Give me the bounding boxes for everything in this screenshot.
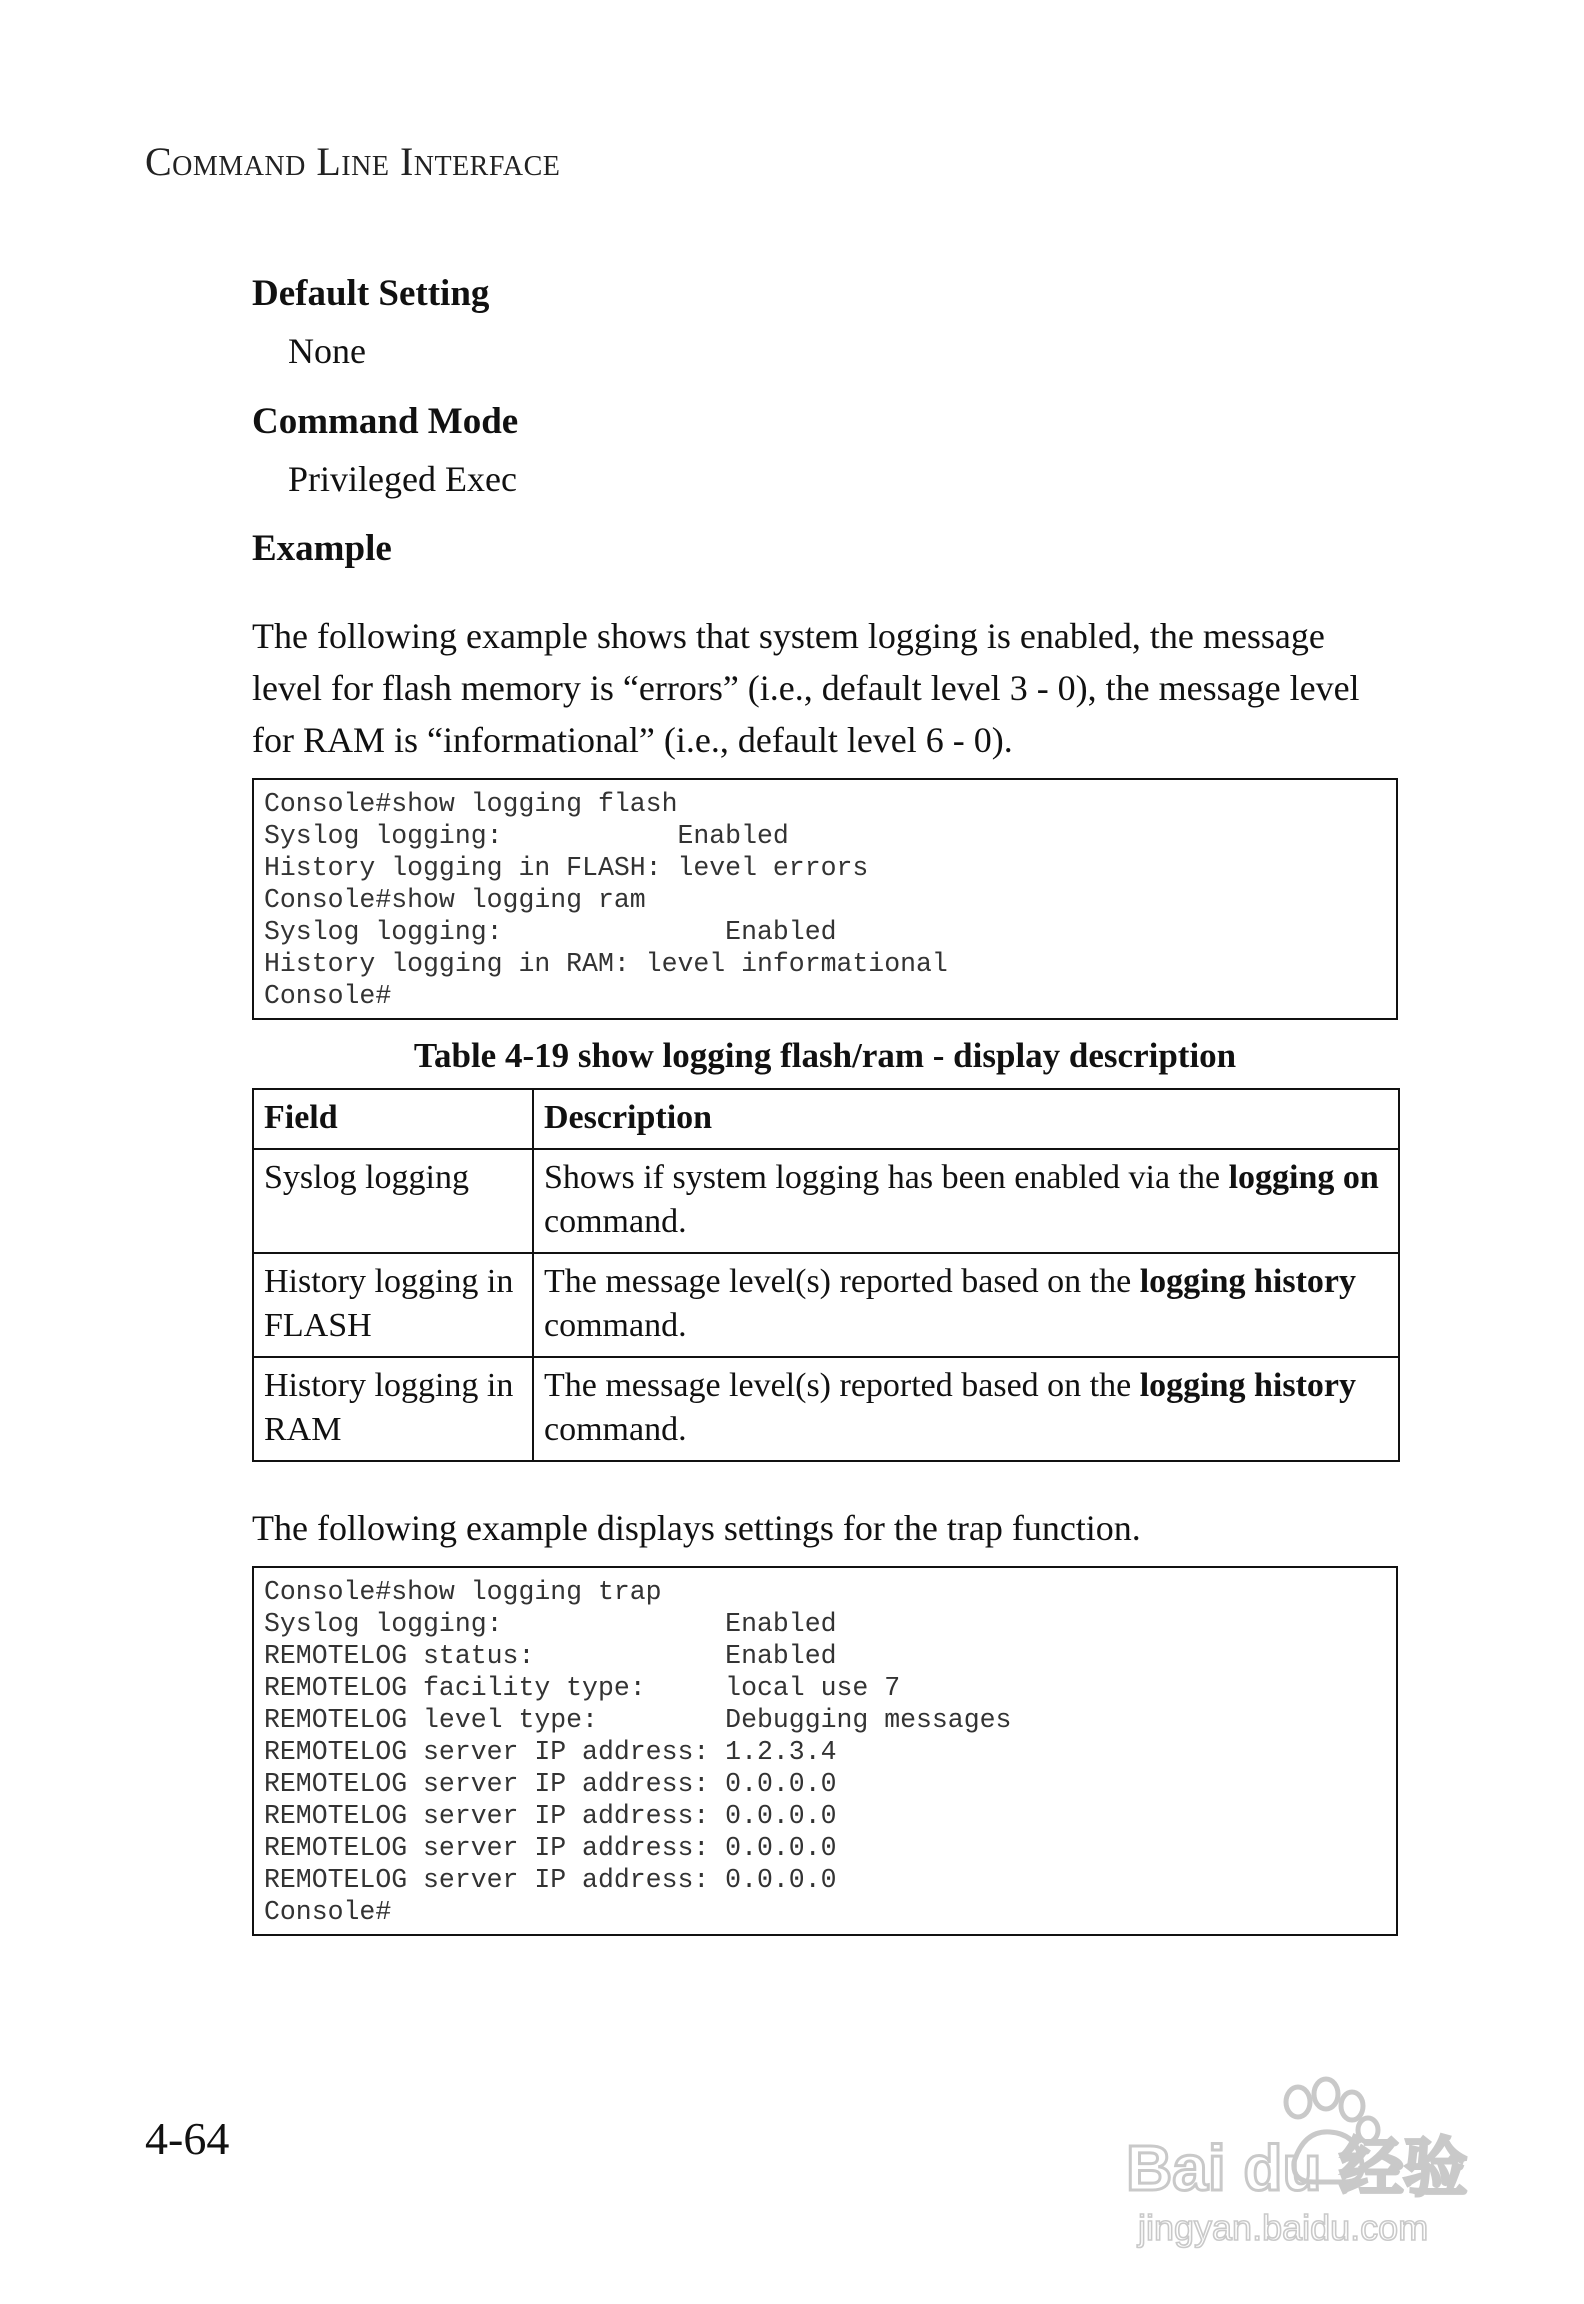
trap-intro: The following example displays settings for the trap function. bbox=[252, 1507, 1141, 1548]
running-head: Command Line Interface bbox=[145, 139, 561, 184]
example-intro: The following example shows that system logging is enabled, the message level for flash memory is “errors” (i.e., default level 3 - 0), the message level for RAM is “informational” (i.e., default level 6 - 0). bbox=[252, 615, 1360, 760]
header-description: Description bbox=[533, 1089, 1399, 1149]
watermark-brand: Bai du 经验 bbox=[1126, 2132, 1468, 2204]
field-cell: History logging in RAM bbox=[253, 1357, 533, 1461]
section-heading: Example bbox=[252, 528, 392, 570]
header-field: Field bbox=[253, 1089, 533, 1149]
paw-icon bbox=[1118, 2072, 1498, 2252]
desc-text: command. bbox=[544, 1410, 687, 1448]
main-content bbox=[252, 272, 1402, 1936]
command-mode-section bbox=[252, 400, 1402, 502]
table-row bbox=[253, 1149, 1399, 1253]
section-value: Privileged Exec bbox=[288, 458, 517, 499]
description-cell bbox=[533, 1357, 1399, 1461]
description-cell bbox=[533, 1149, 1399, 1253]
table-caption: Table 4-19 show logging flash/ram - display description bbox=[413, 1035, 1237, 1075]
example-section bbox=[252, 527, 1402, 1019]
table-header-row bbox=[253, 1089, 1399, 1149]
desc-text: Shows if system logging has been enabled via the bbox=[544, 1158, 1229, 1196]
desc-command: logging history bbox=[1139, 1262, 1357, 1300]
default-setting-section bbox=[252, 272, 1402, 374]
baidu-watermark-logo bbox=[1118, 2072, 1498, 2252]
table-row bbox=[253, 1357, 1399, 1461]
desc-text: The message level(s) reported based on the bbox=[544, 1366, 1140, 1404]
section-heading: Default Setting bbox=[252, 273, 490, 314]
description-cell bbox=[533, 1253, 1399, 1357]
desc-command: logging on bbox=[1228, 1158, 1379, 1196]
table-row bbox=[253, 1253, 1399, 1357]
watermark-url: jingyan.baidu.com bbox=[1138, 2207, 1429, 2248]
section-heading: Command Mode bbox=[252, 400, 519, 442]
code-block-flash-ram: Console#show logging flash Syslog logging: Enabled History logging in FLASH: level errors Console#show logging ram Syslog logging: Enabled History logging in RAM: level informational Console# bbox=[252, 778, 1398, 1020]
code-block-trap: Console#show logging trap Syslog logging: Enabled REMOTELOG status: Enabled REMOTELOG facility type: local use 7 REMOTELOG level type: Debugging messages REMOTELOG server IP address: 1.2.3.4 REMOTELOG server IP address: 0.0.0.0 REMOTELOG server IP address: 0.0.0.0 REMOTELOG server IP address: 0.0.0.0 REMOTELOG server IP address: 0.0.0.0 Console# bbox=[252, 1566, 1398, 1936]
desc-text: The message level(s) reported based on the bbox=[544, 1262, 1140, 1300]
desc-text: command. bbox=[544, 1306, 687, 1344]
desc-command: logging history bbox=[1139, 1366, 1357, 1404]
field-cell: History logging in FLASH bbox=[253, 1253, 533, 1357]
page-number: 4-64 bbox=[145, 2113, 230, 2164]
section-value: None bbox=[288, 331, 366, 372]
field-cell: Syslog logging bbox=[253, 1149, 533, 1253]
desc-text: command. bbox=[544, 1202, 687, 1240]
description-table bbox=[252, 1088, 1400, 1462]
